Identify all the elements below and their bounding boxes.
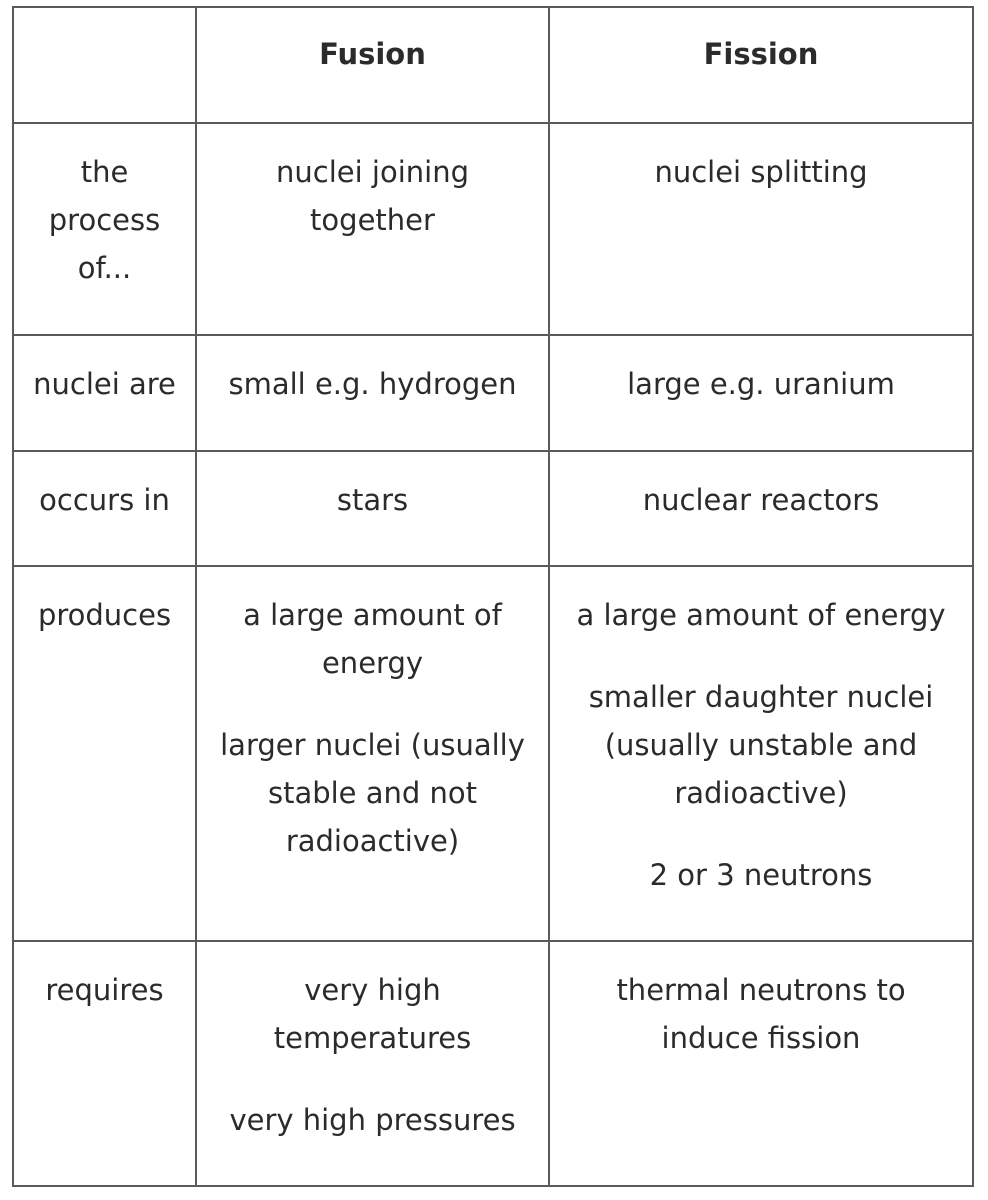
fusion-requires-item: very high temperatures [273,973,472,1055]
row-label-occurs-text: occurs in [39,483,170,517]
row-label-requires [13,941,196,1186]
table-row [13,335,973,451]
fusion-process-cell [196,123,549,335]
table-row [13,566,973,941]
fusion-nuclei-cell [196,335,549,451]
fusion-occurs-cell [196,451,549,566]
table-row [13,123,973,335]
fission-process-text: nuclei splitting [654,155,868,189]
row-label-nuclei-text: nuclei are [33,367,176,401]
fusion-column-header: Fusion [196,7,549,123]
row-label-produces [13,566,196,941]
fusion-produces-item: a large amount of energy [243,598,502,680]
fusion-nuclei-text: small e.g. hydrogen [228,367,517,401]
table-row [13,941,973,1186]
fission-produces-cell [549,566,973,941]
table-header-row [13,7,973,123]
fusion-produces-item: larger nuclei (usually stable and not radioactive) [220,728,525,858]
fusion-requires-cell [196,941,549,1186]
fission-produces-item: a large amount of energy [576,598,946,632]
table-row [13,451,973,566]
row-label-requires-text: requires [45,973,164,1007]
fission-requires-item: thermal neutrons to induce fission [616,973,906,1055]
fission-produces-item: 2 or 3 neutrons [649,858,873,892]
fission-process-cell [549,123,973,335]
fusion-produces-cell [196,566,549,941]
fission-produces-item: smaller daughter nuclei (usually unstable and radioactive) [588,680,934,810]
row-label-process-text: the process of... [48,155,161,285]
fission-column-header: Fission [549,7,973,123]
fusion-fission-comparison-table [12,6,974,1187]
fission-nuclei-text: large e.g. uranium [627,367,895,401]
fusion-requires-item: very high pressures [229,1103,516,1137]
row-label-occurs [13,451,196,566]
fission-requires-cell [549,941,973,1186]
fission-occurs-cell [549,451,973,566]
row-label-process [13,123,196,335]
fusion-process-text: nuclei joining together [276,155,469,237]
row-label-produces-text: produces [37,598,172,632]
fusion-occurs-text: stars [336,483,409,517]
corner-cell [13,7,196,123]
fission-occurs-text: nuclear reactors [642,483,880,517]
row-label-nuclei [13,335,196,451]
fission-nuclei-cell [549,335,973,451]
